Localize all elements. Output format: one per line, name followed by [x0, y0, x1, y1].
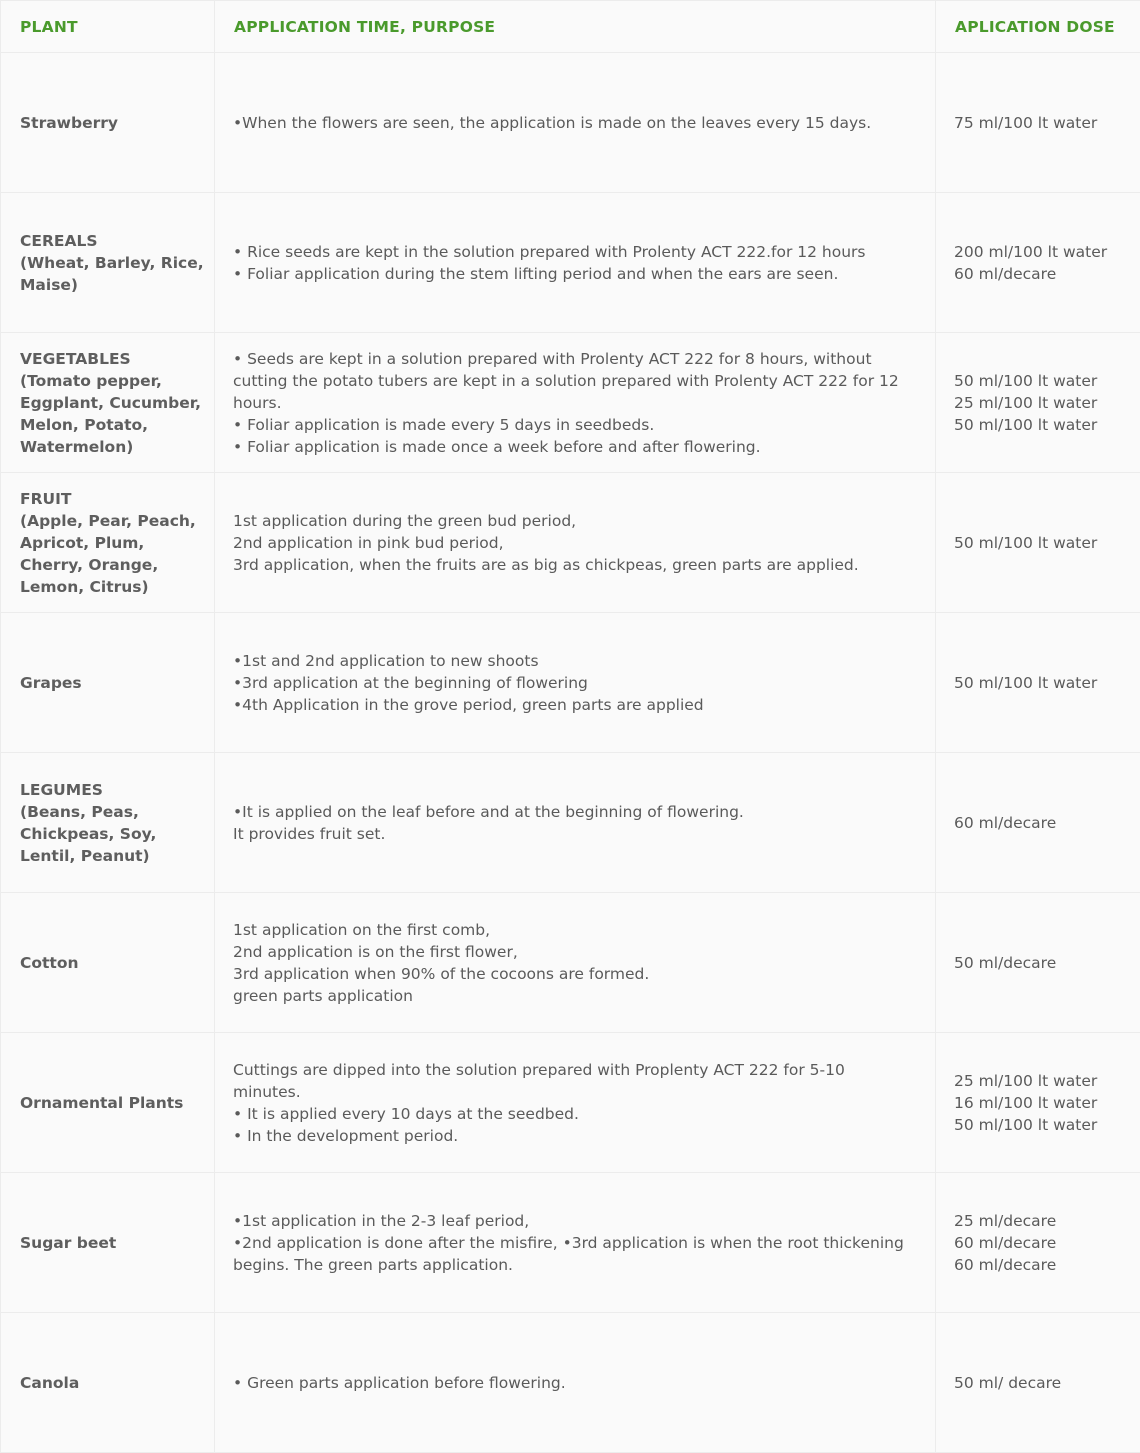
purpose-line: • Rice seeds are kept in the solution prepared with Prolenty ACT 222.for 12 hours: [233, 242, 866, 261]
table-row: [1, 193, 1140, 333]
purpose-cell: [215, 193, 936, 333]
purpose-line: •1st application in the 2-3 leaf period,: [233, 1211, 530, 1230]
table-row: [1, 53, 1140, 193]
plant-cell: [1, 473, 215, 613]
dose-line: 50 ml/decare: [954, 953, 1057, 972]
purpose-line: 3rd application when 90% of the cocoons are formed.: [233, 964, 650, 983]
table-row: [1, 893, 1140, 1033]
plant-line: Canola: [20, 1373, 80, 1392]
plant-cell: [1, 1313, 215, 1453]
plant-line: (Tomato pepper, Eggplant, Cucumber, Melon, Potato, Watermelon): [20, 371, 202, 456]
dose-cell: [936, 53, 1140, 193]
plant-cell: [1, 53, 215, 193]
plant-cell: [1, 333, 215, 473]
purpose-line: •It is applied on the leaf before and at the beginning of flowering.: [233, 802, 744, 821]
plant-cell: [1, 1033, 215, 1173]
table-header-row: [1, 1, 1140, 53]
dose-line: 50 ml/100 lt water: [954, 533, 1098, 552]
purpose-line: • In the development period.: [233, 1126, 459, 1145]
purpose-line: 1st application on the first comb,: [233, 920, 491, 939]
plant-line: Ornamental Plants: [20, 1093, 184, 1112]
purpose-cell: [215, 1033, 936, 1173]
purpose-cell: [215, 1313, 936, 1453]
dose-line: 200 ml/100 lt water: [954, 242, 1108, 261]
dose-line: 50 ml/ decare: [954, 1373, 1062, 1392]
purpose-line: It provides fruit set.: [233, 824, 386, 843]
dose-line: 50 ml/100 lt water: [954, 673, 1098, 692]
plant-line: Grapes: [20, 673, 82, 692]
purpose-line: • Green parts application before flowering.: [233, 1373, 566, 1392]
dose-line: 16 ml/100 lt water: [954, 1093, 1098, 1112]
plant-cell: [1, 753, 215, 893]
dose-cell: [936, 613, 1140, 753]
plant-line: Cotton: [20, 953, 79, 972]
plant-cell: [1, 893, 215, 1033]
table-row: [1, 613, 1140, 753]
plant-line: LEGUMES: [20, 780, 103, 799]
purpose-line: • Foliar application is made every 5 days in seedbeds.: [233, 415, 655, 434]
plant-line: CEREALS: [20, 231, 98, 250]
dose-line: 60 ml/decare: [954, 264, 1057, 283]
plant-cell: [1, 193, 215, 333]
purpose-cell: [215, 1173, 936, 1313]
purpose-line: •1st and 2nd application to new shoots: [233, 651, 539, 670]
purpose-line: 3rd application, when the fruits are as big as chickpeas, green parts are applied.: [233, 555, 859, 574]
dose-line: 25 ml/decare: [954, 1211, 1057, 1230]
purpose-line: •2nd application is done after the misfire, •3rd application is when the root thickening begins. The green parts application.: [233, 1233, 904, 1274]
plant-line: (Beans, Peas, Chickpeas, Soy, Lentil, Peanut): [20, 802, 157, 865]
dose-line: 50 ml/100 lt water: [954, 1115, 1098, 1134]
purpose-cell: [215, 613, 936, 753]
purpose-cell: [215, 333, 936, 473]
purpose-line: •When the flowers are seen, the application is made on the leaves every 15 days.: [233, 113, 872, 132]
dose-cell: [936, 1313, 1140, 1453]
dose-line: 50 ml/100 lt water: [954, 415, 1098, 434]
dose-cell: [936, 753, 1140, 893]
purpose-line: 1st application during the green bud period,: [233, 511, 577, 530]
plant-line: (Wheat, Barley, Rice, Maise): [20, 253, 204, 294]
purpose-line: • Foliar application during the stem lifting period and when the ears are seen.: [233, 264, 839, 283]
plant-cell: [1, 613, 215, 753]
header-purpose: APPLICATION TIME, PURPOSE: [215, 1, 936, 53]
purpose-line: 2nd application is on the first flower,: [233, 942, 518, 961]
dose-line: 25 ml/100 lt water: [954, 393, 1098, 412]
dose-line: 60 ml/decare: [954, 813, 1057, 832]
plant-line: Strawberry: [20, 113, 118, 132]
purpose-line: • Seeds are kept in a solution prepared with Prolenty ACT 222 for 8 hours, without cutting the potato tubers are kept in a solution prepared with Prolenty ACT 222 for 12 hours.: [233, 349, 899, 412]
dose-cell: [936, 193, 1140, 333]
purpose-line: • Foliar application is made once a week before and after flowering.: [233, 437, 761, 456]
purpose-cell: [215, 893, 936, 1033]
header-dose: APLICATION DOSE: [936, 1, 1140, 53]
plant-line: FRUIT: [20, 489, 72, 508]
plant-line: (Apple, Pear, Peach, Apricot, Plum, Cherry, Orange, Lemon, Citrus): [20, 511, 196, 596]
table-row: [1, 333, 1140, 473]
purpose-cell: [215, 753, 936, 893]
purpose-cell: [215, 53, 936, 193]
plant-line: Sugar beet: [20, 1233, 117, 1252]
table-row: [1, 473, 1140, 613]
table-row: [1, 1033, 1140, 1173]
header-plant: PLANT: [1, 1, 215, 53]
dose-cell: [936, 1033, 1140, 1173]
purpose-line: •3rd application at the beginning of flowering: [233, 673, 588, 692]
dose-cell: [936, 473, 1140, 613]
dose-line: 60 ml/decare: [954, 1255, 1057, 1274]
table-row: [1, 753, 1140, 893]
purpose-line: •4th Application in the grove period, green parts are applied: [233, 695, 704, 714]
plant-cell: [1, 1173, 215, 1313]
dose-line: 75 ml/100 lt water: [954, 113, 1098, 132]
purpose-line: Cuttings are dipped into the solution prepared with Proplenty ACT 222 for 5-10 minutes.: [233, 1060, 845, 1101]
dose-cell: [936, 1173, 1140, 1313]
dose-line: 25 ml/100 lt water: [954, 1071, 1098, 1090]
dose-cell: [936, 333, 1140, 473]
table-row: [1, 1173, 1140, 1313]
purpose-line: 2nd application in pink bud period,: [233, 533, 504, 552]
dose-line: 60 ml/decare: [954, 1233, 1057, 1252]
purpose-cell: [215, 473, 936, 613]
dose-cell: [936, 893, 1140, 1033]
plant-line: VEGETABLES: [20, 349, 131, 368]
table-body: [1, 53, 1140, 1453]
purpose-line: green parts application: [233, 986, 413, 1005]
purpose-line: • It is applied every 10 days at the seedbed.: [233, 1104, 579, 1123]
table-row: [1, 1313, 1140, 1453]
dose-line: 50 ml/100 lt water: [954, 371, 1098, 390]
